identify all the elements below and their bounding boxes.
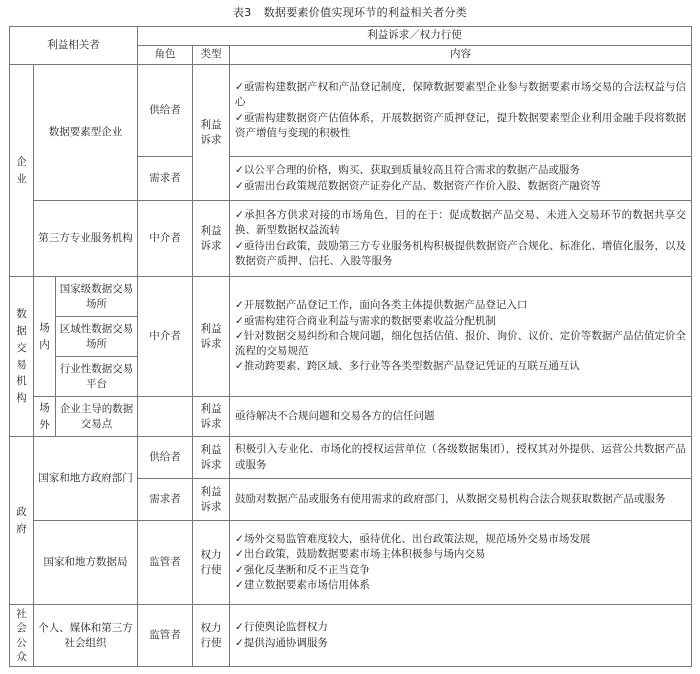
- table-row: [10, 397, 692, 437]
- content-item: ✓以公平合理的价格，购买、获取到质量较高且符合需求的数据产品或服务: [235, 164, 580, 177]
- caption-title: 数据要素价值实现环节的利益相关者分类: [263, 6, 467, 19]
- content-item: ✓亟需构建数据资产估值体系，开展数据资产质押登记，提升数据要素型企业利用金融手段将数据资产增值与变现的积极性: [235, 111, 687, 139]
- content-cell: [230, 479, 692, 521]
- content-cell: [230, 605, 692, 667]
- entity-data-bureau: 国家和地方数据局: [34, 521, 138, 605]
- type-cell: 利益 诉求: [193, 437, 230, 479]
- table-row: [10, 605, 692, 667]
- content-item: 鼓励对数据产品或服务有使用需求的政府部门，从数据交易机构合法合规获取数据产品或服务: [235, 492, 666, 505]
- content-item: 亟待解决不合规问题和交易各方的信任问题: [235, 409, 435, 422]
- role-cell: 中介者: [138, 201, 193, 277]
- content-item: ✓亟待出台政策，鼓励第三方专业服务机构积极提供数据资产合规化、标准化、增值化服务，以及数据资产质押、信托、入股等服务: [235, 239, 687, 267]
- content-item: ✓承担各方供求对接的市场角色，目的在于：促成数据产品交易、未进入交易环节的数据共享交换、新型数据权益流转: [235, 209, 687, 237]
- content-cell: [230, 521, 692, 605]
- content-item: ✓亟需出台政策规范数据资产证券化产品、数据资产作价入股、数据资产融资等: [235, 179, 601, 192]
- table-row: [10, 201, 692, 277]
- table-row: [10, 65, 692, 157]
- content-item: ✓行使舆论监督权力: [235, 621, 328, 634]
- role-cell: 中介者: [138, 277, 193, 397]
- table-caption: [0, 0, 700, 26]
- table-row: [10, 437, 692, 479]
- header-content: 内容: [230, 46, 692, 65]
- role-cell: 需求者: [138, 479, 193, 521]
- entity-industry-platform: 行业性数据交易平台: [56, 357, 138, 397]
- content-item: ✓出台政策，鼓励数据要素市场主体积极参与场内交易: [235, 548, 486, 561]
- content-cell: [230, 277, 692, 397]
- header-claims: 利益诉求／权力行使: [138, 27, 692, 46]
- content-item: ✓提供沟通协调服务: [235, 636, 328, 649]
- group-enterprise: 企 业: [10, 65, 34, 277]
- type-cell: 权力 行使: [193, 521, 230, 605]
- sub-in-venue: 场 内: [34, 277, 56, 397]
- entity-enterprise-trading-point: 企业主导的数据交易点: [56, 397, 138, 437]
- content-item: ✓开展数据产品登记工作，面向各类主体提供数据产品登记入口: [235, 299, 528, 312]
- header-role: 角色: [138, 46, 193, 65]
- role-cell: 需求者: [138, 157, 193, 201]
- stakeholder-table: [9, 26, 692, 667]
- header-row-1: [10, 27, 692, 46]
- entity-gov-departments: 国家和地方政府部门: [34, 437, 138, 521]
- group-data-exchange: 数 据 交 易 机 构: [10, 277, 34, 437]
- role-cell-empty: [138, 397, 193, 437]
- type-cell: 利益 诉求: [193, 479, 230, 521]
- entity-third-party-service: 第三方专业服务机构: [34, 201, 138, 277]
- caption-label: 表3: [232, 6, 252, 19]
- entity-national-exchange: 国家级数据交易场所: [56, 277, 138, 317]
- header-type: 类型: [193, 46, 230, 65]
- table-row: [10, 521, 692, 605]
- content-item: 积极引入专业化、市场化的授权运营单位（各级数据集团），授权其对外提供、运营公共数据产品或服务: [235, 443, 687, 471]
- type-cell: 利益 诉求: [193, 201, 230, 277]
- header-stakeholder: 利益相关者: [10, 27, 138, 65]
- role-cell: 供给者: [138, 65, 193, 157]
- content-cell: [230, 157, 692, 201]
- type-cell: 利益 诉求: [193, 277, 230, 397]
- role-cell: 监管者: [138, 521, 193, 605]
- content-item: ✓建立数据要素市场信用体系: [235, 578, 370, 591]
- entity-individuals-media: 个人、媒体和第三方社会组织: [34, 605, 138, 667]
- content-item: ✓亟需构建符合商业利益与需求的数据要素收益分配机制: [235, 314, 496, 327]
- content-cell: [230, 437, 692, 479]
- content-item: ✓针对数据交易纠纷和合规问题，细化包括估值、报价、询价、议价、定价等数据产品估值定价全流程的交易规范: [235, 329, 687, 358]
- table-row: [10, 277, 692, 317]
- type-cell: 利益 诉求: [193, 397, 230, 437]
- content-cell: [230, 65, 692, 157]
- role-cell: 监管者: [138, 605, 193, 667]
- role-cell: 供给者: [138, 437, 193, 479]
- content-item: ✓场外交易监管难度较大，亟待优化、出台政策法规，规范场外交易市场发展: [235, 533, 591, 546]
- content-item: ✓亟需构建数据产权和产品登记制度，保障数据要素型企业参与数据要素市场交易的合法权益与信心: [235, 81, 687, 109]
- content-item: ✓推动跨要素、跨区域、多行业等各类型数据产品登记凭证的互联互通互认: [235, 360, 580, 373]
- type-cell: 权力 行使: [193, 605, 230, 667]
- content-item: ✓强化反垄断和反不正当竞争: [235, 563, 370, 576]
- sub-out-venue: 场 外: [34, 397, 56, 437]
- content-cell: [230, 397, 692, 437]
- type-cell: 利益 诉求: [193, 65, 230, 201]
- entity-data-element-enterprise: 数据要素型企业: [34, 65, 138, 201]
- content-cell: [230, 201, 692, 277]
- group-public: 社 会 公 众: [10, 605, 34, 667]
- entity-regional-exchange: 区域性数据交易场所: [56, 317, 138, 357]
- group-government: 政 府: [10, 437, 34, 605]
